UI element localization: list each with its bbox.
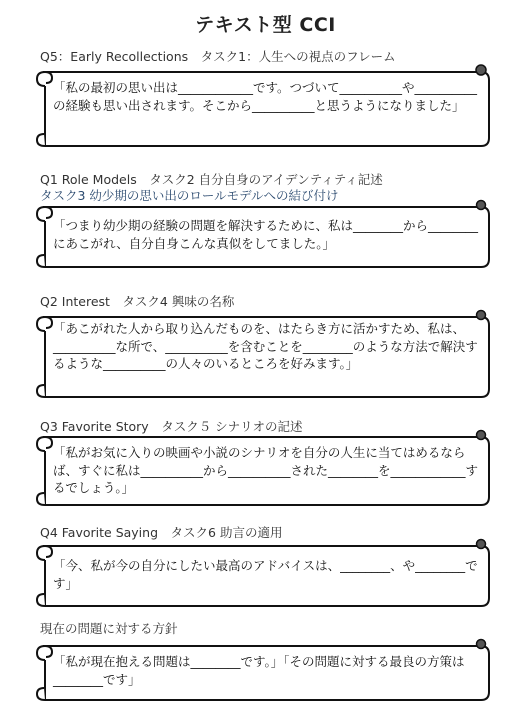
scroll-box-current-problem [33,640,489,704]
section-heading-q4: Q4 Favorite Saying タスク6 助言の適用 [40,525,283,540]
section-heading-current-problem: 現在の問題に対する方針 [40,621,178,636]
scroll-box-q4 [33,540,489,608]
section-heading-q5: Q5：Early Recollections タスク1：人生への視点のフレーム [40,49,396,64]
scroll-text-q2: 「あこがれた人から取り込んだものを、はたらき方に活かすため、私は、__________な所で、__________を含むことを________のような方法で解決するような__________の人々のいるところを好みます。」 [53,321,478,371]
section-subheading-q1: タスク3 幼少期の思い出のロールモデルへの結び付け [40,188,339,203]
scroll-box-q2 [33,309,489,403]
scroll-box-q1 [33,199,489,271]
scroll-text-q5: 「私の最初の思い出は____________です。つづいて__________や__________の経験も思い出されます。そこから__________と思うようになりました」 [53,80,478,113]
scroll-text-current-problem: 「私が現在抱える問題は________です。」「その問題に対する最良の方策は________です」 [53,654,465,687]
section-heading-q2: Q2 Interest タスク4 興味の名称 [40,294,235,309]
section-heading-q1: Q1 Role Models タスク2 自分自身のアイデンティティ記述 [40,172,383,187]
page-title: テキスト型 CCI [195,14,336,36]
scroll-box-q5 [33,62,489,150]
scroll-box-q3 [33,431,489,509]
scroll-text-q1: 「つまり幼少期の経験の問題を解決するために、私は________から________にあこがれ、自分自身こんな真似をしてました。」 [53,218,479,251]
scroll-text-q3: 「私がお気に入りの映画や小説のシナリオを自分の人生に当てはめるならば、すぐに私は__________から__________された________を____________するでしょう。」 [53,445,479,495]
section-heading-q3: Q3 Favorite Story タスク５ シナリオの記述 [40,419,303,434]
scroll-text-q4: 「今、私が今の自分にしたい最高のアドバイスは、________、や________です」 [53,558,478,591]
